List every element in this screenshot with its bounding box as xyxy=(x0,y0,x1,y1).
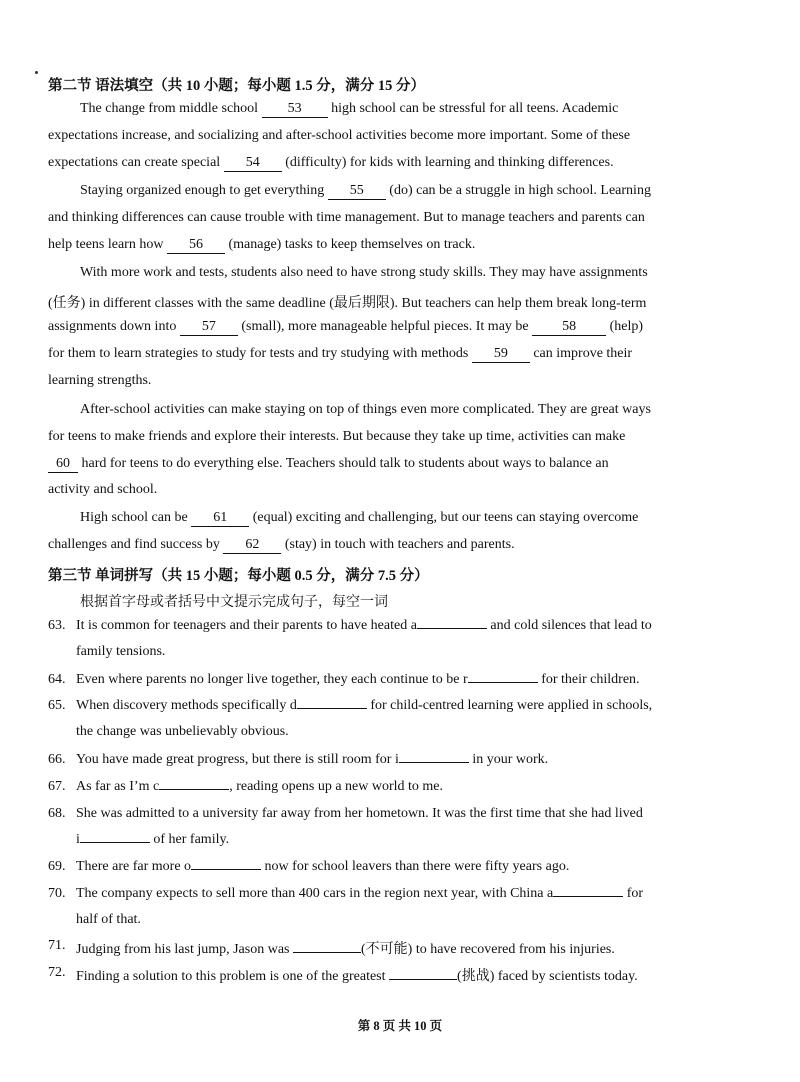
ink-dot xyxy=(35,71,38,74)
q67-line1: As far as I’m c , reading opens up a new world to me. xyxy=(76,779,444,794)
blank-53[interactable]: 53 xyxy=(262,102,328,118)
p4-line2: for teens to make friends and explore their interests. But because they take up time, activities can make xyxy=(48,429,626,444)
q63-blank[interactable] xyxy=(417,628,487,629)
section2-heading: 第二节 语法填空（共 10 小题；每小题 1.5 分，满分 15 分） xyxy=(48,78,425,94)
q72-line1: Finding a solution to this problem is one of the greatest (挑战) faced by scientists today. xyxy=(76,969,638,984)
q66-number: 66. xyxy=(48,752,66,767)
q63-number: 63. xyxy=(48,618,66,633)
q70-number: 70. xyxy=(48,886,66,901)
q70-line2: half of that. xyxy=(76,912,141,927)
blank-57[interactable]: 57 xyxy=(180,320,238,336)
q70-blank[interactable] xyxy=(553,896,623,897)
p3-line4: for them to learn strategies to study for tests and try studying with methods 59 can improve their xyxy=(48,346,633,361)
p1-line1: The change from middle school 53 high school can be stressful for all teens. Academic xyxy=(80,101,619,116)
q63-line1: It is common for teenagers and their parents to have heated a and cold silences that lead to xyxy=(76,618,652,633)
blank-59[interactable]: 59 xyxy=(472,347,530,363)
q65-line2: the change was unbelievably obvious. xyxy=(76,724,289,739)
q64-number: 64. xyxy=(48,672,66,687)
q65-number: 65. xyxy=(48,698,66,713)
q68-line2: i of her family. xyxy=(76,832,230,847)
p5-line2: challenges and find success by 62 (stay) in touch with teachers and parents. xyxy=(48,537,515,552)
q69-number: 69. xyxy=(48,859,66,874)
q65-line1: When discovery methods specifically d for child-centred learning were applied in schools, xyxy=(76,698,653,713)
blank-56[interactable]: 56 xyxy=(167,238,225,254)
section3-heading: 第三节 单词拼写（共 15 小题；每小题 0.5 分，满分 7.5 分） xyxy=(48,568,429,584)
q72-blank[interactable] xyxy=(389,979,457,980)
q67-blank[interactable] xyxy=(159,789,229,790)
section3-instruction: 根据首字母或者括号中文提示完成句子，每空一词 xyxy=(80,595,388,610)
blank-54[interactable]: 54 xyxy=(224,156,282,172)
q64-line1: Even where parents no longer live together, they each continue to be r for their children. xyxy=(76,672,640,687)
page-number-footer: 第 8 页 共 10 页 xyxy=(357,1019,443,1033)
p1-line3: expectations can create special 54 (difficulty) for kids with learning and thinking differences. xyxy=(48,155,614,170)
blank-58[interactable]: 58 xyxy=(532,320,606,336)
q68-blank[interactable] xyxy=(80,842,150,843)
blank-60[interactable]: 60 xyxy=(48,457,78,473)
p3-line5: learning strengths. xyxy=(48,373,152,388)
p3-line1: With more work and tests, students also need to have strong study skills. They may have assignments xyxy=(80,265,648,280)
p3-line3: assignments down into 57 (small), more manageable helpful pieces. It may be 58 (help) xyxy=(48,319,644,334)
blank-61[interactable]: 61 xyxy=(191,511,249,527)
q65-blank[interactable] xyxy=(297,708,367,709)
q66-line1: You have made great progress, but there is still room for i in your work. xyxy=(76,752,549,767)
q68-number: 68. xyxy=(48,806,66,821)
blank-62[interactable]: 62 xyxy=(223,538,281,554)
q69-line1: There are far more o now for school leavers than there were fifty years ago. xyxy=(76,859,570,874)
p2-line2: and thinking differences can cause trouble with time management. But to manage teachers and parents can xyxy=(48,210,645,225)
q71-line1: Judging from his last jump, Jason was (不可能) to have recovered from his injuries. xyxy=(76,942,615,957)
q66-blank[interactable] xyxy=(399,762,469,763)
q64-blank[interactable] xyxy=(468,682,538,683)
p1-line2: expectations increase, and socializing and after-school activities become more important. Some of these xyxy=(48,128,631,143)
q70-line1: The company expects to sell more than 400 cars in the region next year, with China a for xyxy=(76,886,644,901)
p5-line1: High school can be 61 (equal) exciting and challenging, but our teens can staying overcome xyxy=(80,510,639,525)
p3-line2: (任务) in different classes with the same deadline (最后期限). But teachers can help them break long-term xyxy=(48,296,647,311)
q71-blank[interactable] xyxy=(293,952,361,953)
p4-line1: After-school activities can make staying on top of things even more complicated. They are great ways xyxy=(80,402,651,417)
q68-line1: She was admitted to a university far away from her hometown. It was the first time that she had lived xyxy=(76,806,643,821)
q67-number: 67. xyxy=(48,779,66,794)
q72-number: 72. xyxy=(48,965,66,980)
p2-line3: help teens learn how 56 (manage) tasks to keep themselves on track. xyxy=(48,237,476,252)
p2-line1: Staying organized enough to get everything 55 (do) can be a struggle in high school. Learning xyxy=(80,183,651,198)
q71-number: 71. xyxy=(48,938,66,953)
p4-line3: 60 hard for teens to do everything else. Teachers should talk to students about ways to balance an xyxy=(48,456,609,473)
q63-line2: family tensions. xyxy=(76,644,166,659)
blank-55[interactable]: 55 xyxy=(328,184,386,200)
q69-blank[interactable] xyxy=(191,869,261,870)
p4-line4: activity and school. xyxy=(48,482,158,497)
